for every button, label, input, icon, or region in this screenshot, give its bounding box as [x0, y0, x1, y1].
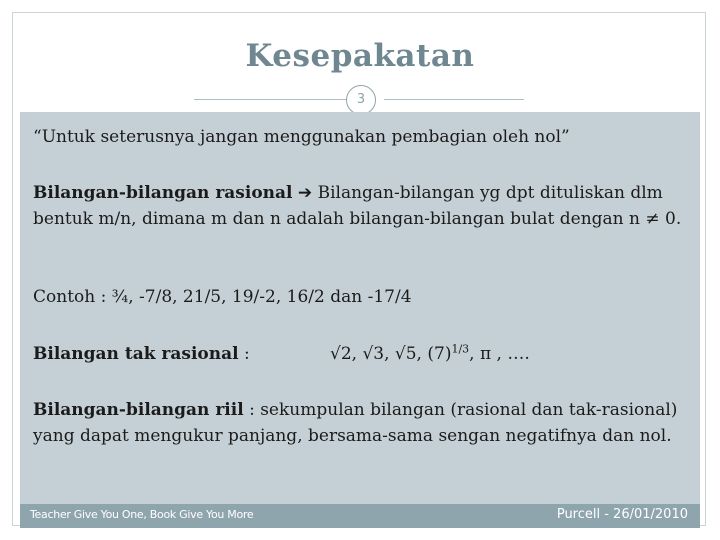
real-definition-text: : sekumpulan bilangan (rasional dan tak-rasional) yang dapat mengukur panjang, bersama-sama sengan negatifnya dan nol.: [33, 400, 678, 446]
irrational-exponent: 1/3: [451, 342, 470, 356]
rational-definition: [33, 180, 693, 232]
real-term: Bilangan-bilangan riil: [33, 400, 244, 420]
irrational-term: Bilangan tak rasional: [33, 344, 239, 364]
example-text: Contoh : ¾, -7/8, 21/5, 19/-2, 16/2 dan -17/4: [33, 287, 412, 307]
arrow-icon: ➔: [297, 183, 313, 203]
content-panel: [20, 112, 700, 504]
title-divider-left: [194, 99, 349, 100]
slide-number-badge: 3: [346, 85, 376, 115]
irrational-line: [33, 341, 693, 367]
rational-term: Bilangan-bilangan rasional: [33, 183, 293, 203]
irrational-values-text: √2, √3, √5, (7): [330, 344, 452, 364]
irrational-separator: :: [238, 344, 250, 364]
irrational-values: [330, 341, 530, 367]
footer-bar: [20, 504, 700, 528]
irrational-values-tail: , π , ….: [469, 344, 530, 364]
rational-definition-text: Bilangan-bilangan yg dpt dituliskan dlm bentuk m/n, dimana m dan n adalah bilangan-bilangan bulat dengan n ≠ 0.: [33, 183, 682, 229]
real-definition: [33, 397, 693, 449]
footer-tagline: Teacher Give You One, Book Give You More: [30, 508, 254, 521]
slide-title: Kesepakatan: [245, 38, 475, 74]
quote-text: “Untuk seterusnya jangan menggunakan pembagian oleh nol”: [33, 127, 570, 147]
footer-author-date: Purcell - 26/01/2010: [556, 507, 688, 522]
title-divider-right: [384, 99, 524, 100]
